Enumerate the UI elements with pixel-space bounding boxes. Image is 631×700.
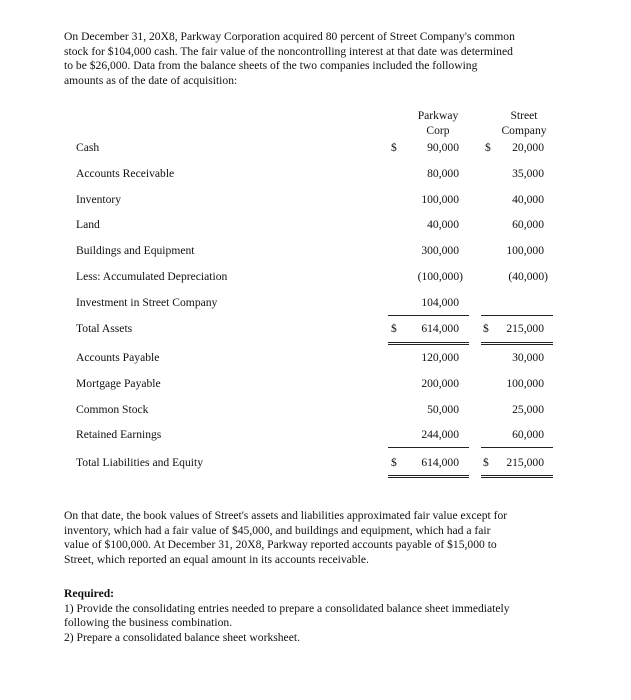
intro-line: amounts as of the date of acquisition: <box>64 73 238 87</box>
row-label-retained-earnings: Retained Earnings <box>76 428 162 441</box>
row-label-inventory: Inventory <box>76 193 122 206</box>
intro-line: On December 31, 20X8, Parkway Corporation acquired 80 percent of Street Company's common <box>64 30 515 43</box>
dollar-sign: $ <box>391 322 397 335</box>
parkway-accumulated-depreciation: (100,000) <box>417 270 463 283</box>
parkway-land: 40,000 <box>427 218 459 231</box>
required-heading: Required: <box>64 587 115 600</box>
dollar-sign: $ <box>485 141 491 154</box>
rule <box>481 315 553 316</box>
street-cash: 20,000 <box>512 141 544 154</box>
dollar-sign: $ <box>391 141 397 154</box>
row-label-accumulated-depreciation: Less: Accumulated Depreciation <box>76 270 228 283</box>
street-retained-earnings: 60,000 <box>512 428 544 441</box>
parkway-cash: 90,000 <box>427 141 459 154</box>
double-rule <box>481 475 553 478</box>
paragraph-line: Street, which reported an equal amount in its accounts receivable. <box>64 552 369 566</box>
parkway-inventory: 100,000 <box>421 193 459 206</box>
intro-paragraph <box>64 30 564 88</box>
street-land: 60,000 <box>512 218 544 231</box>
street-total-liabilities-equity: 215,000 <box>506 456 544 469</box>
required-line: 1) Provide the consolidating entries needed to prepare a consolidated balance sheet immediately <box>64 601 510 615</box>
street-inventory: 40,000 <box>512 193 544 206</box>
parkway-accounts-payable: 120,000 <box>421 351 459 364</box>
row-label-total-assets: Total Assets <box>76 322 133 335</box>
dollar-sign: $ <box>483 322 489 335</box>
header-street: Street Company <box>501 109 547 137</box>
required-section <box>64 587 564 645</box>
row-label-common-stock: Common Stock <box>76 403 149 416</box>
row-label-total-liabilities-equity: Total Liabilities and Equity <box>76 456 204 469</box>
paragraph-line: On that date, the book values of Street's assets and liabilities approximated fair value except for <box>64 509 508 522</box>
fair-value-paragraph <box>64 509 564 567</box>
street-accounts-receivable: 35,000 <box>512 167 544 180</box>
parkway-accounts-receivable: 80,000 <box>427 167 459 180</box>
double-rule <box>388 475 469 478</box>
street-accounts-payable: 30,000 <box>512 351 544 364</box>
street-common-stock: 25,000 <box>512 403 544 416</box>
double-rule <box>388 342 469 345</box>
parkway-common-stock: 50,000 <box>427 403 459 416</box>
dollar-sign: $ <box>391 456 397 469</box>
parkway-retained-earnings: 244,000 <box>421 428 459 441</box>
intro-line: to be $26,000. Data from the balance sheets of the two companies included the following <box>64 59 478 73</box>
row-label-buildings: Buildings and Equipment <box>76 244 195 257</box>
street-accumulated-depreciation: (40,000) <box>508 270 548 283</box>
required-line: 2) Prepare a consolidated balance sheet worksheet. <box>64 630 300 644</box>
row-label-cash: Cash <box>76 141 100 154</box>
rule <box>388 315 469 316</box>
row-label-land: Land <box>76 218 100 231</box>
paragraph-line: inventory, which had a fair value of $45,000, and buildings and equipment, which had a fair <box>64 523 491 537</box>
required-line: following the business combination. <box>64 616 233 630</box>
street-buildings: 100,000 <box>506 244 544 257</box>
dollar-sign: $ <box>483 456 489 469</box>
paragraph-line: value of $100,000. At December 31, 20X8, Parkway reported accounts payable of $15,000 to <box>64 538 497 552</box>
parkway-investment: 104,000 <box>421 296 459 309</box>
parkway-total-assets: 614,000 <box>421 322 459 335</box>
parkway-buildings: 300,000 <box>421 244 459 257</box>
street-total-assets: 215,000 <box>506 322 544 335</box>
row-label-accounts-payable: Accounts Payable <box>76 351 160 364</box>
rule <box>388 447 469 448</box>
parkway-mortgage-payable: 200,000 <box>421 377 459 390</box>
row-label-accounts-receivable: Accounts Receivable <box>76 167 175 180</box>
rule <box>481 447 553 448</box>
row-label-investment: Investment in Street Company <box>76 296 218 309</box>
parkway-total-liabilities-equity: 614,000 <box>421 456 459 469</box>
intro-line: stock for $104,000 cash. The fair value of the noncontrolling interest at that date was determined <box>64 44 513 58</box>
double-rule <box>481 342 553 345</box>
row-label-mortgage-payable: Mortgage Payable <box>76 377 161 390</box>
street-mortgage-payable: 100,000 <box>506 377 544 390</box>
header-parkway: Parkway Corp <box>417 109 459 137</box>
